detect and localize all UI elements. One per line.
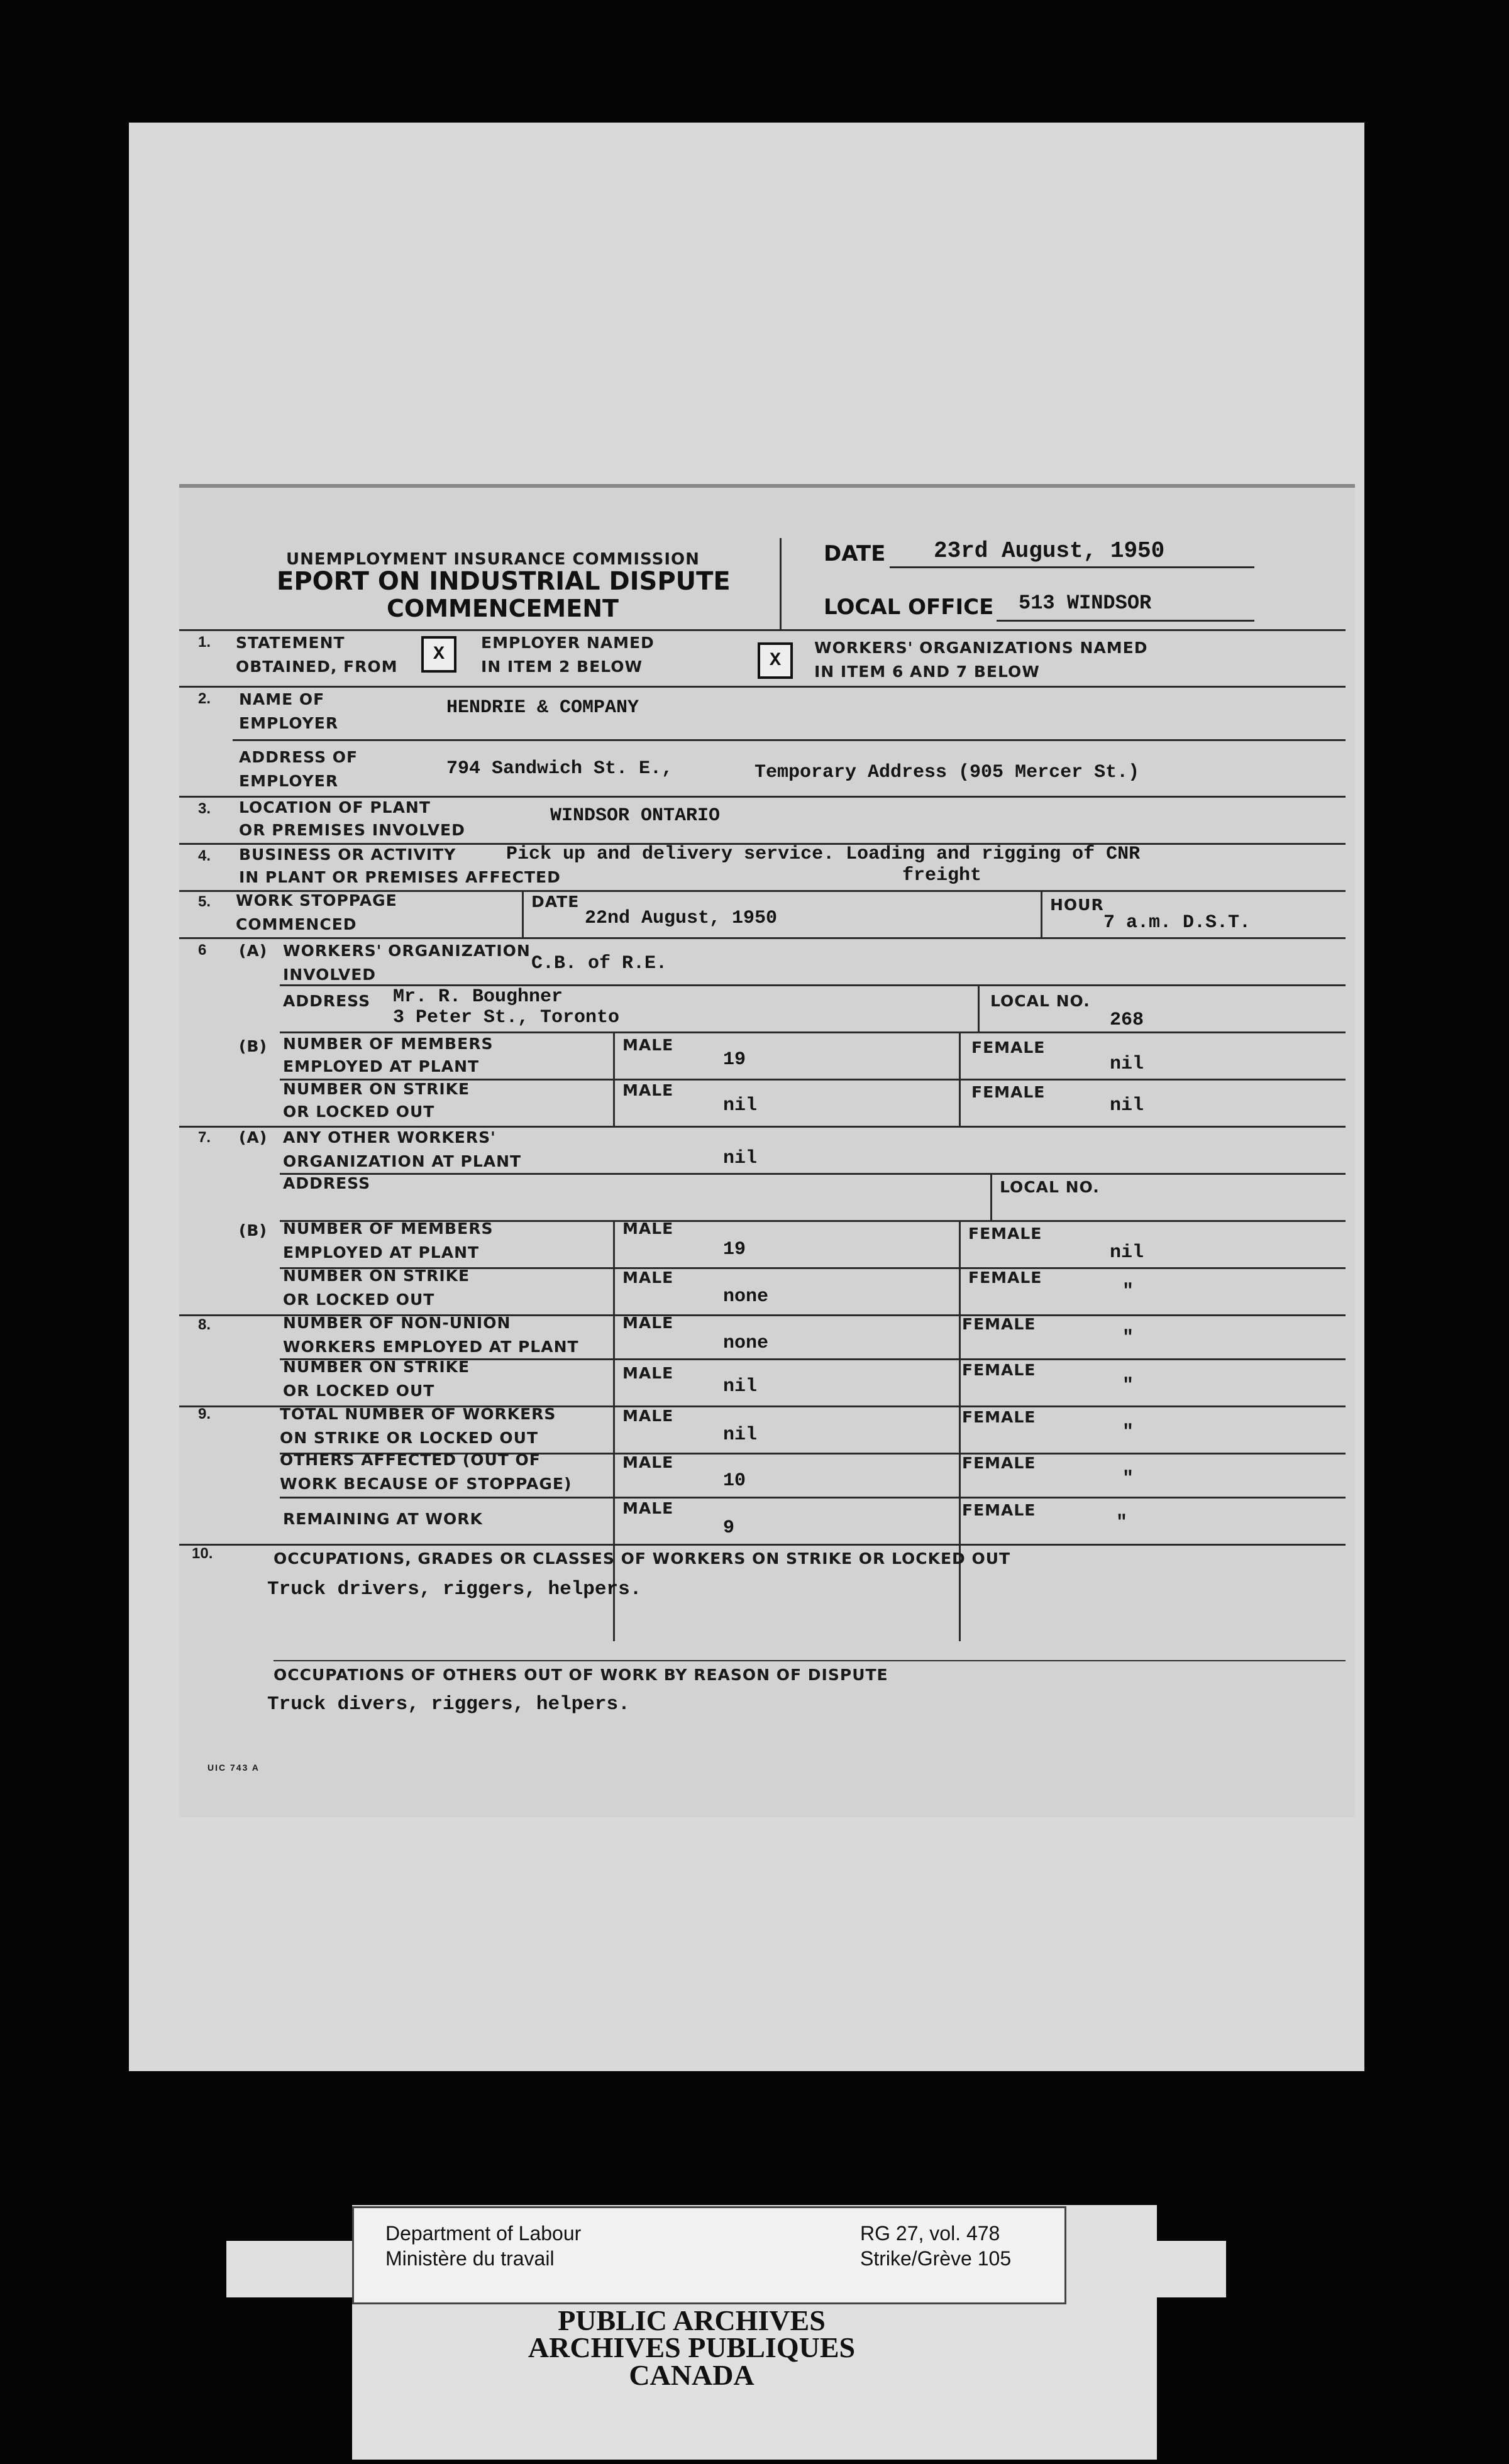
nonunion-strike-male-label: MALE [622, 1364, 674, 1382]
other-members-female-value: nil [1110, 1242, 1144, 1263]
members-label-b: EMPLOYED AT PLANT [283, 1057, 480, 1075]
nonunion-female-label: FEMALE [962, 1315, 1036, 1333]
occupations-label: OCCUPATIONS, GRADES OR CLASSES OF WORKERS ON STRIKE OR LOCKED OUT [274, 1549, 1011, 1568]
employer-address-label-b: EMPLOYER [239, 772, 339, 790]
statement-label-b: OBTAINED, FROM [236, 657, 398, 676]
total-male-label: MALE [622, 1407, 674, 1425]
employer-address-value: 794 Sandwich St. E., [446, 758, 673, 779]
nonunion-female-value: " [1122, 1328, 1134, 1349]
others-affected-label-b: WORK BECAUSE OF STOPPAGE) [280, 1475, 572, 1493]
workers-option-label: WORKERS' ORGANIZATIONS NAMED [814, 639, 1148, 657]
nonunion-male-label: MALE [622, 1314, 674, 1332]
employer-check-mark: X [433, 644, 445, 665]
other-members-label-b: EMPLOYED AT PLANT [283, 1243, 480, 1262]
others-occupations-label: OCCUPATIONS OF OTHERS OUT OF WORK BY REASON OF DISPUTE [274, 1666, 888, 1684]
item-6a-marker: (A) [239, 942, 268, 960]
employer-option-label: EMPLOYER NAMED [481, 634, 655, 652]
total-male-value: nil [723, 1424, 758, 1446]
others-female-value: " [1122, 1468, 1134, 1490]
members-male-value: 19 [723, 1049, 746, 1070]
nonunion-strike-female-value: " [1122, 1375, 1134, 1397]
dept-english: Department of Labour [385, 2222, 582, 2245]
agency-name: UNEMPLOYMENT INSURANCE COMMISSION [286, 550, 700, 569]
location-value: WINDSOR ONTARIO [550, 805, 721, 827]
other-strike-female-value: " [1122, 1281, 1134, 1302]
remaining-female-label: FEMALE [962, 1501, 1036, 1519]
total-workers-label-b: ON STRIKE OR LOCKED OUT [280, 1429, 539, 1447]
item-2-number: 2. [198, 690, 211, 707]
remaining-male-label: MALE [622, 1499, 674, 1517]
others-male-label: MALE [622, 1453, 674, 1471]
business-label-b: IN PLANT OR PREMISES AFFECTED [239, 868, 561, 886]
org-address-line2: 3 Peter St., Toronto [393, 1007, 620, 1028]
members-female-value: nil [1110, 1053, 1144, 1075]
nonunion-strike-female-label: FEMALE [962, 1361, 1036, 1379]
others-female-label: FEMALE [962, 1454, 1036, 1472]
item-10-number: 10. [192, 1545, 213, 1562]
stoppage-date-label: DATE [531, 893, 580, 911]
form-subtitle: COMMENCEMENT [387, 595, 619, 622]
other-members-male-value: 19 [723, 1239, 746, 1260]
date-underline [890, 566, 1254, 568]
archive-title-en: PUBLIC ARCHIVES [558, 2304, 826, 2336]
stamp-tab-right [1094, 2241, 1226, 2297]
archive-ref-volume: RG 27, vol. 478 [860, 2222, 1000, 2245]
nonunion-strike-male-value: nil [723, 1376, 758, 1397]
nonunion-male-value: none [723, 1333, 769, 1354]
workers-check-mark: X [769, 650, 781, 671]
item-5-number: 5. [198, 893, 211, 910]
other-org-address-label: ADDRESS [283, 1174, 371, 1192]
archive-title-fr: ARCHIVES PUBLIQUES [528, 2331, 856, 2363]
location-label-b: OR PREMISES INVOLVED [239, 821, 465, 839]
stoppage-hour-value: 7 a.m. D.S.T. [1103, 912, 1251, 933]
item-7-number: 7. [198, 1129, 211, 1146]
other-org-label: ANY OTHER WORKERS' [283, 1128, 496, 1147]
other-strike-label-b: OR LOCKED OUT [283, 1290, 435, 1309]
stoppage-label-b: COMMENCED [236, 915, 357, 933]
members-female-label: FEMALE [971, 1038, 1046, 1057]
on-strike-label-b: OR LOCKED OUT [283, 1103, 435, 1121]
report-date-label: DATE [824, 541, 886, 566]
stoppage-hour-label: HOUR [1050, 896, 1104, 914]
employer-option-label-b: IN ITEM 2 BELOW [481, 657, 643, 676]
org-local-value: 268 [1110, 1009, 1144, 1031]
other-strike-label: NUMBER ON STRIKE [283, 1267, 470, 1285]
stoppage-label: WORK STOPPAGE [236, 891, 397, 910]
other-members-male-label: MALE [622, 1219, 674, 1238]
dispute-report-form [179, 484, 1355, 1817]
others-occupations-value: Truck divers, riggers, helpers. [267, 1693, 630, 1715]
total-workers-label: TOTAL NUMBER OF WORKERS [280, 1405, 556, 1423]
employer-address-label: ADDRESS OF [239, 748, 358, 766]
location-label: LOCATION OF PLANT [239, 798, 431, 817]
employer-temporary-address: Temporary Address (905 Mercer St.) [754, 762, 1140, 783]
total-female-value: " [1122, 1422, 1134, 1443]
stoppage-date-value: 22nd August, 1950 [585, 908, 778, 929]
org-involved-label: WORKERS' ORGANIZATION [283, 942, 531, 960]
archive-title-country: CANADA [629, 2359, 754, 2391]
archive-ref-strike: Strike/Grève 105 [860, 2247, 1012, 2270]
on-strike-label: NUMBER ON STRIKE [283, 1080, 470, 1098]
report-date-value: 23rd August, 1950 [934, 538, 1165, 564]
office-underline [997, 620, 1254, 622]
other-members-label: NUMBER OF MEMBERS [283, 1219, 494, 1238]
remaining-label: REMAINING AT WORK [283, 1510, 483, 1528]
strike-male-label: MALE [622, 1081, 674, 1099]
org-address-line1: Mr. R. Boughner [393, 986, 563, 1008]
other-org-value: nil [723, 1148, 758, 1169]
total-female-label: FEMALE [962, 1408, 1036, 1426]
org-involved-label-b: INVOLVED [283, 965, 377, 984]
employer-name-value: HENDRIE & COMPANY [446, 697, 639, 718]
stamp-tab-left [226, 2241, 358, 2297]
strike-female-value: nil [1110, 1095, 1144, 1116]
other-strike-male-value: none [723, 1286, 769, 1307]
other-strike-male-label: MALE [622, 1268, 674, 1287]
others-male-value: 10 [723, 1470, 746, 1492]
other-strike-female-label: FEMALE [968, 1268, 1042, 1287]
employer-name-label-b: EMPLOYER [239, 714, 339, 732]
other-org-label-b: ORGANIZATION AT PLANT [283, 1152, 522, 1170]
header-divider [780, 538, 782, 629]
item-9-number: 9. [198, 1405, 211, 1422]
nonunion-strike-label: NUMBER ON STRIKE [283, 1358, 470, 1376]
business-label: BUSINESS OR ACTIVITY [239, 845, 456, 864]
business-value: Pick up and delivery service. Loading and rigging of CNR [506, 844, 1141, 865]
strike-female-label: FEMALE [971, 1083, 1046, 1101]
workers-option-label-b: IN ITEM 6 AND 7 BELOW [814, 663, 1040, 681]
item-4-number: 4. [198, 847, 211, 864]
local-office-label: LOCAL OFFICE [824, 595, 994, 620]
statement-label: STATEMENT [236, 634, 345, 652]
others-affected-label: OTHERS AFFECTED (OUT OF [280, 1451, 541, 1469]
item-7a-marker: (A) [239, 1128, 268, 1147]
other-members-female-label: FEMALE [968, 1224, 1042, 1243]
remaining-male-value: 9 [723, 1517, 735, 1539]
remaining-female-value: " [1116, 1512, 1128, 1534]
org-involved-value: C.B. of R.E. [531, 953, 668, 974]
item-1-number: 1. [198, 634, 211, 651]
employer-checkbox[interactable] [421, 636, 456, 673]
members-male-label: MALE [622, 1036, 674, 1054]
archive-reference-box [352, 2206, 1066, 2304]
local-office-value: 513 WINDSOR [1019, 591, 1152, 615]
nonunion-label-b: WORKERS EMPLOYED AT PLANT [283, 1338, 579, 1356]
dept-french: Ministère du travail [385, 2247, 555, 2270]
strike-male-value: nil [723, 1095, 758, 1116]
employer-name-label: NAME OF [239, 690, 325, 708]
item-7b-marker: (B) [239, 1221, 267, 1240]
business-value-b: freight [902, 865, 982, 886]
form-title: EPORT ON INDUSTRIAL DISPUTE [277, 567, 731, 596]
item-8-number: 8. [198, 1316, 211, 1333]
workers-checkbox[interactable] [758, 642, 793, 679]
org-local-label: LOCAL NO. [990, 992, 1090, 1010]
item-6-number: 6 [198, 942, 207, 959]
item-3-number: 3. [198, 800, 211, 817]
members-label: NUMBER OF MEMBERS [283, 1035, 494, 1053]
form-code: UIC 743 A [207, 1763, 260, 1773]
org-address-label: ADDRESS [283, 992, 371, 1010]
occupations-value: Truck drivers, riggers, helpers. [267, 1578, 642, 1600]
nonunion-strike-label-b: OR LOCKED OUT [283, 1382, 435, 1400]
item-6b-marker: (B) [239, 1037, 267, 1055]
other-org-local-label: LOCAL NO. [1000, 1178, 1100, 1196]
nonunion-label: NUMBER OF NON-UNION [283, 1314, 511, 1332]
